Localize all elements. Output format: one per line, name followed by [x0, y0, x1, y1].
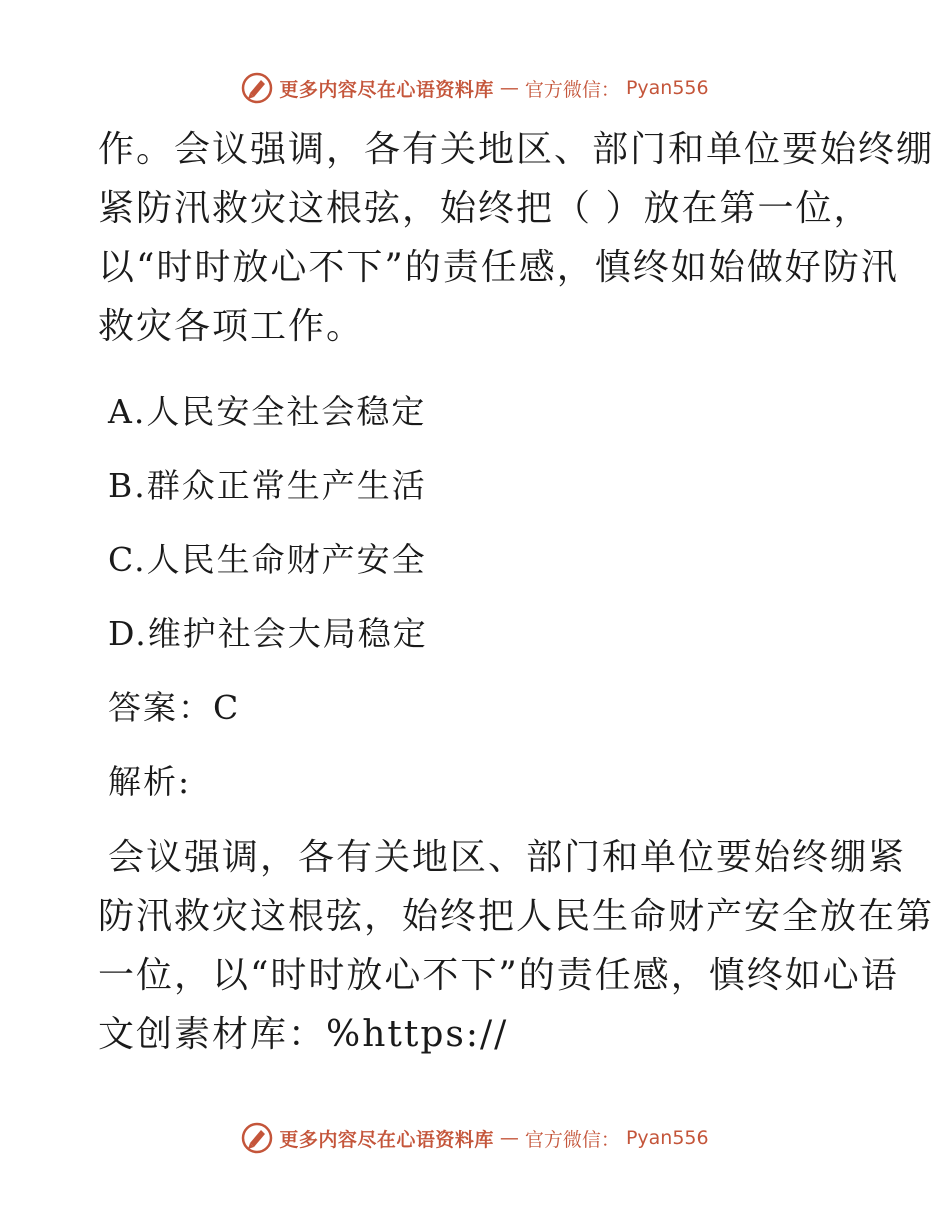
- banner-wechat-id: Pyan556: [625, 77, 709, 99]
- question-line: 以“时时放心不下”的责任感，慎终如始做好防汛: [98, 247, 899, 288]
- question-text: [98, 120, 935, 356]
- option-c: C.人民生命财产安全: [108, 540, 427, 579]
- page-content: [98, 120, 935, 1064]
- option-a: A.人民安全社会稳定: [108, 392, 427, 431]
- brand-logo-icon: [241, 1122, 273, 1154]
- header-banner: [0, 72, 950, 104]
- analysis-line: 一位，以“时时放心不下”的责任感，慎终如心语: [98, 955, 899, 996]
- brand-logo-icon: [241, 72, 273, 104]
- question-line: 作。会议强调，各有关地区、部门和单位要始终绷: [98, 129, 935, 170]
- footer-banner: [0, 1122, 950, 1154]
- analysis-text: [98, 828, 935, 1064]
- answer-text: 答案：C: [108, 688, 241, 727]
- banner-brand-text: 更多内容尽在心语资料库: [279, 78, 494, 101]
- analysis-line: 防汛救灾这根弦，始终把人民生命财产安全放在第: [98, 896, 935, 937]
- banner-wechat-id: Pyan556: [625, 1127, 709, 1149]
- banner-dash: —: [499, 1127, 519, 1149]
- analysis-label: 解析:: [108, 762, 192, 801]
- banner-brand-text: 更多内容尽在心语资料库: [279, 1128, 494, 1151]
- banner-contact-label: 官方微信：: [524, 78, 620, 101]
- question-line: 紧防汛救灾这根弦，始终把（ ）放在第一位，: [98, 188, 872, 229]
- question-line: 救灾各项工作。: [98, 306, 365, 347]
- banner-dash: —: [499, 77, 519, 99]
- option-b: B.群众正常生产生活: [108, 466, 427, 505]
- option-d: D.维护社会大局稳定: [108, 614, 428, 653]
- analysis-line: 会议强调，各有关地区、部门和单位要始终绷紧: [108, 837, 907, 878]
- banner-contact-label: 官方微信：: [524, 1128, 620, 1151]
- analysis-line: 文创素材库：%https://: [98, 1014, 509, 1055]
